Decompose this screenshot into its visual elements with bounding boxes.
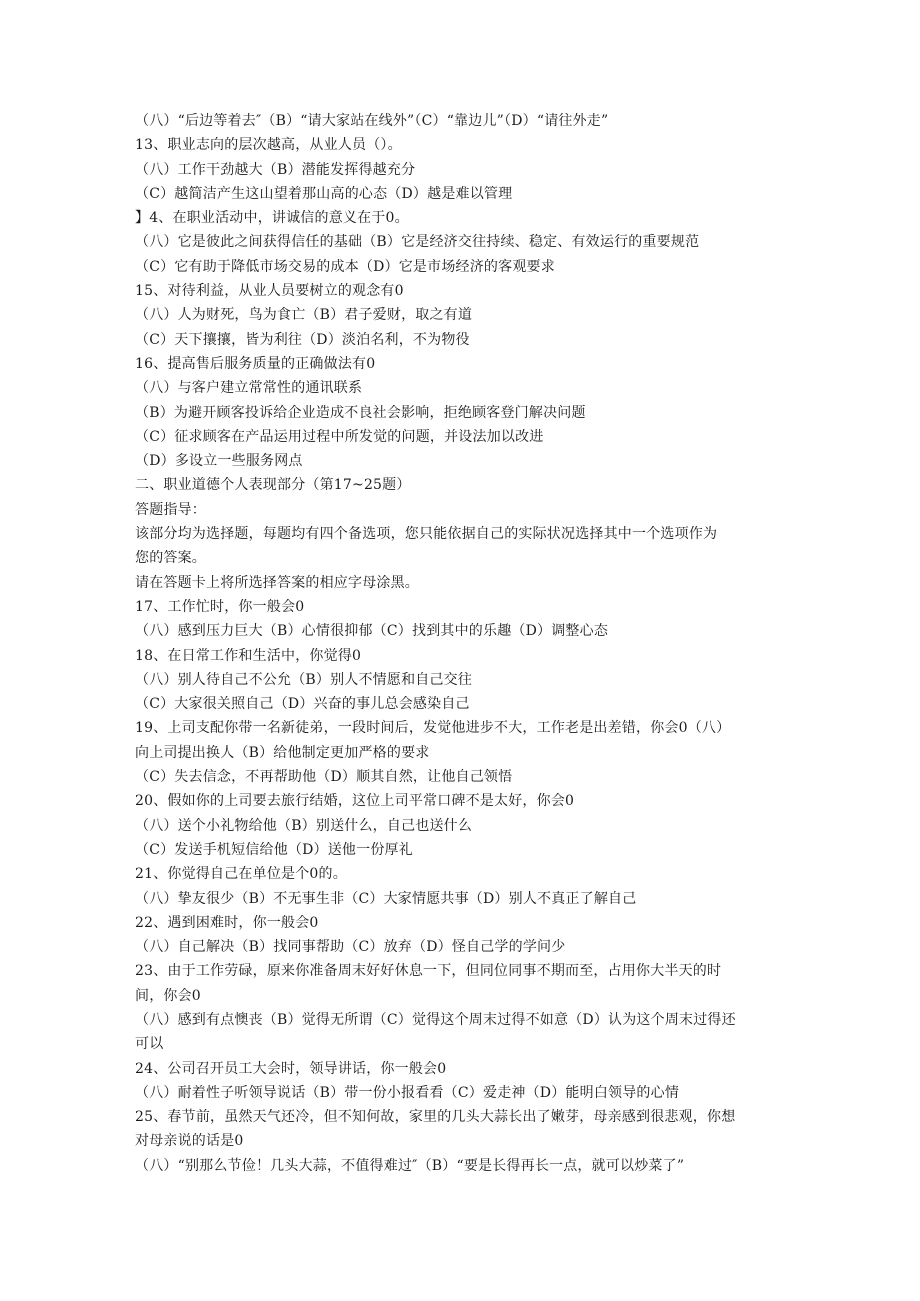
question-23: 23、由于工作劳碌，原来你准备周末好好休息一下，但同位同事不期而至，占用你大半天的时 — [135, 963, 722, 980]
text-line: （C）失去信念，不再帮助他（D）顺其自然，让他自己领悟 — [135, 769, 513, 786]
text-line: （八）耐着性子听领导说话（B）带一份小报看看（C）爱走神（D）能明白领导的心情 — [135, 1084, 680, 1101]
question-20: 20、假如你的上司要去旅行结婚，这位上司平常口碑不是太好，你会0 — [135, 793, 575, 810]
question-19: 19、上司支配你带一名新徒弟，一段时间后，发觉他进步不大，工作老是出差错，你会0（八） — [135, 720, 731, 737]
question-25: 25、春节前，虽然天气还冷，但不知何故，家里的几头大蒜长出了嫩芽，母亲感到很悲观，你想 — [135, 1109, 736, 1126]
text-line: （C）天下攘攘，皆为利往（D）淡泊名利，不为物役 — [135, 331, 470, 348]
text-line: （C）越简洁产生这山望着那山高的心态（D）越是难以管理 — [135, 185, 513, 202]
text-line: （八）它是彼此之间获得信任的基础（B）它是经济交往持续、稳定、有效运行的重要规范 — [135, 234, 700, 251]
question-13: 13、职业志向的层次越高，从业人员（）。 — [135, 137, 402, 154]
text-line: （D）多设立一些服务网点 — [135, 453, 303, 470]
text-line: （C）它有助于降低市场交易的成本（D）它是市场经济的客观要求 — [135, 258, 555, 275]
text-line: （八）感到压力巨大（B）心情很抑郁（C）找到其中的乐趣（D）调整心态 — [135, 623, 609, 640]
text-line: 对母亲说的话是0 — [135, 1133, 244, 1150]
text-line: （八）自己解决（B）找同事帮助（C）放弃（D）怪自己学的学问少 — [135, 939, 566, 956]
instructions-heading: 答题指导： — [135, 501, 206, 518]
text-line: （八）别人待自己不公允（B）别人不情愿和自己交往 — [135, 671, 473, 688]
document-body — [135, 109, 795, 1178]
text-line: （C）发送手机短信给他（D）送他一份厚礼 — [135, 841, 413, 858]
instructions-text: 您的答案。 — [135, 550, 206, 567]
question-17: 17、工作忙时，你一般会0 — [135, 598, 305, 615]
question-18: 18、在日常工作和生活中，你觉得0 — [135, 647, 362, 664]
text-line: （八）工作干劲越大（B）潜能发挥得越充分 — [135, 161, 416, 178]
text-line: （八）人为财死，鸟为食亡（B）君子爱财，取之有道 — [135, 307, 473, 324]
instructions-text: 请在答题卡上将所选择答案的相应字母涂黑。 — [135, 574, 419, 591]
text-line: 可以 — [135, 1036, 164, 1053]
question-16: 16、提高售后服务质量的正确做法有0 — [135, 355, 376, 372]
text-line: （八）感到有点懊丧（B）觉得无所谓（C）觉得这个周末过得不如意（D）认为这个周末过得还 — [135, 1011, 736, 1028]
text-line: （八）挚友很少（B）不无事生非（C）大家情愿共事（D）别人不真正了解自己 — [135, 890, 637, 907]
question-22: 22、遇到困难时，你一般会0 — [135, 914, 319, 931]
text-line: （八）“后边等着去″（B）“请大家站在线外”（C）“靠边儿”（D）“请往外走” — [135, 113, 609, 129]
text-line: （八）“别那么节俭！几头大蒜，不值得难过″（B）“要是长得再长一点，就可以炒菜了” — [135, 1157, 685, 1174]
text-line: （八）送个小礼物给他（B）别送什么，自己也送什么 — [135, 817, 473, 834]
question-21: 21、你觉得自己在单位是个0的。 — [135, 866, 347, 883]
question-15: 15、对待利益，从业人员要树立的观念有0 — [135, 283, 404, 300]
text-line: （B）为避开顾客投诉给企业造成不良社会影响，拒绝顾客登门解决问题 — [135, 404, 586, 421]
question-14: 】4、在职业活动中，讲诚信的意义在于0。 — [135, 210, 409, 227]
text-line: （C）大家很关照自己（D）兴奋的事儿总会感染自己 — [135, 696, 470, 713]
instructions-text: 该部分均为选择题，每题均有四个备选项，您只能依据自己的实际状况选择其中一个选项作为 — [135, 526, 718, 543]
text-line: 向上司提出换人（B）给他制定更加严格的要求 — [135, 744, 430, 761]
text-line: （C）征求顾客在产品运用过程中所发觉的问题，并设法加以改进 — [135, 428, 544, 445]
text-line: 间，你会0 — [135, 987, 201, 1004]
section-heading: 二、职业道德个人表现部分（第17~25题） — [135, 477, 411, 494]
question-24: 24、公司召开员工大会时，领导讲话，你一般会0 — [135, 1060, 447, 1077]
text-line: （八）与客户建立常常性的通讯联系 — [135, 380, 363, 397]
